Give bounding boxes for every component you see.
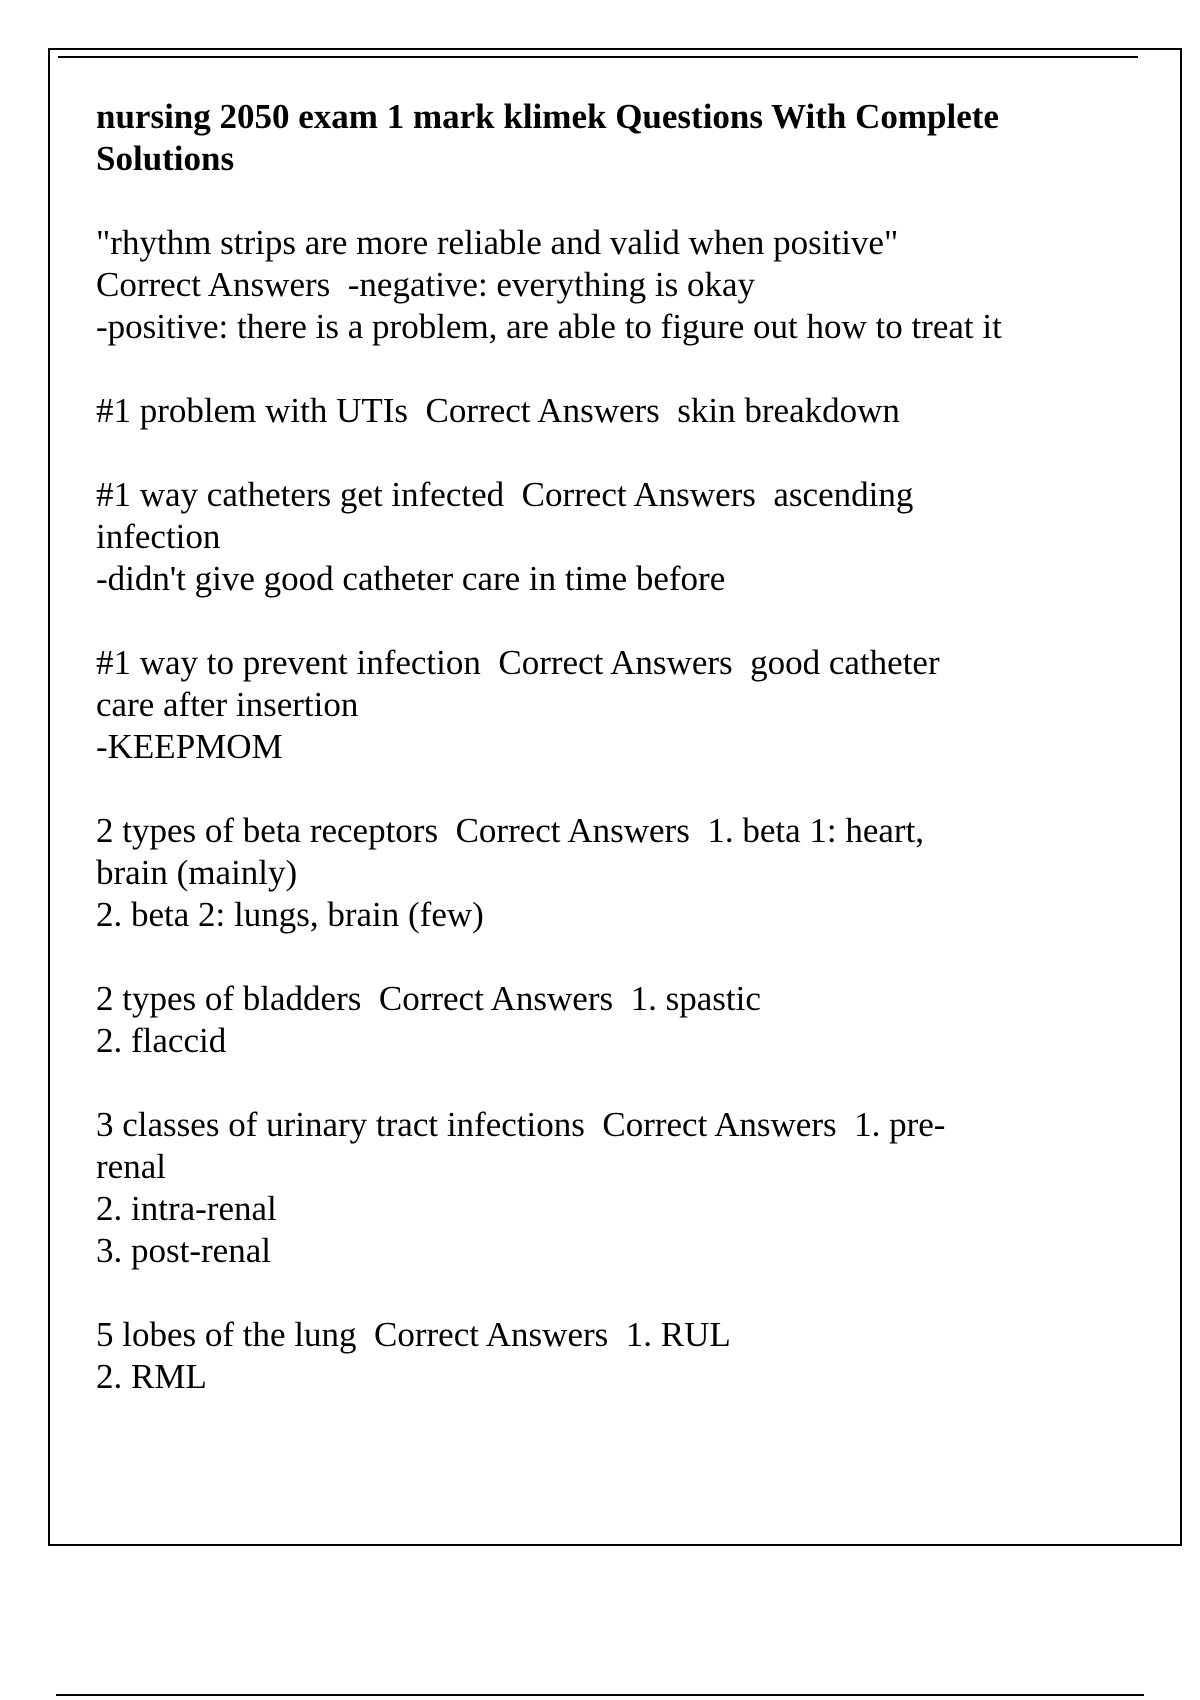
qa-line: renal	[96, 1147, 166, 1186]
document-content	[96, 96, 1086, 1440]
bottom-rule	[56, 1694, 1144, 1696]
qa-entry	[96, 390, 1086, 432]
qa-line: 2. RML	[96, 1357, 207, 1396]
qa-line: 3. post-renal	[96, 1231, 271, 1270]
qa-line: "rhythm strips are more reliable and valid when positive"	[96, 223, 899, 262]
qa-line: #1 way catheters get infected Correct Answers ascending	[96, 475, 914, 514]
qa-line: 2 types of beta receptors Correct Answers 1. beta 1: heart,	[96, 811, 925, 850]
qa-entry	[96, 474, 1086, 600]
qa-line: #1 way to prevent infection Correct Answers good catheter	[96, 643, 940, 682]
top-rule	[58, 56, 1138, 58]
qa-line: 3 classes of urinary tract infections Correct Answers 1. pre-	[96, 1105, 946, 1144]
qa-line: 2. beta 2: lungs, brain (few)	[96, 895, 484, 934]
document-title: nursing 2050 exam 1 mark klimek Questions With Complete Solutions	[96, 97, 999, 178]
qa-entry	[96, 222, 1086, 348]
qa-line: Correct Answers -negative: everything is okay	[96, 265, 755, 304]
qa-entry	[96, 642, 1086, 768]
qa-line: #1 problem with UTIs Correct Answers skin breakdown	[96, 391, 900, 430]
qa-line: brain (mainly)	[96, 853, 298, 892]
qa-line: care after insertion	[96, 685, 359, 724]
qa-entry	[96, 1104, 1086, 1272]
qa-entry	[96, 1314, 1086, 1398]
qa-line: 2 types of bladders Correct Answers 1. spastic	[96, 979, 761, 1018]
qa-entry	[96, 978, 1086, 1062]
qa-line: -positive: there is a problem, are able to figure out how to treat it	[96, 307, 1002, 346]
qa-line: -didn't give good catheter care in time before	[96, 559, 726, 598]
qa-line: infection	[96, 517, 221, 556]
qa-line: 5 lobes of the lung Correct Answers 1. RUL	[96, 1315, 731, 1354]
qa-entry	[96, 810, 1086, 936]
qa-line: 2. intra-renal	[96, 1189, 277, 1228]
qa-line: 2. flaccid	[96, 1021, 227, 1060]
qa-line: -KEEPMOM	[96, 727, 283, 766]
